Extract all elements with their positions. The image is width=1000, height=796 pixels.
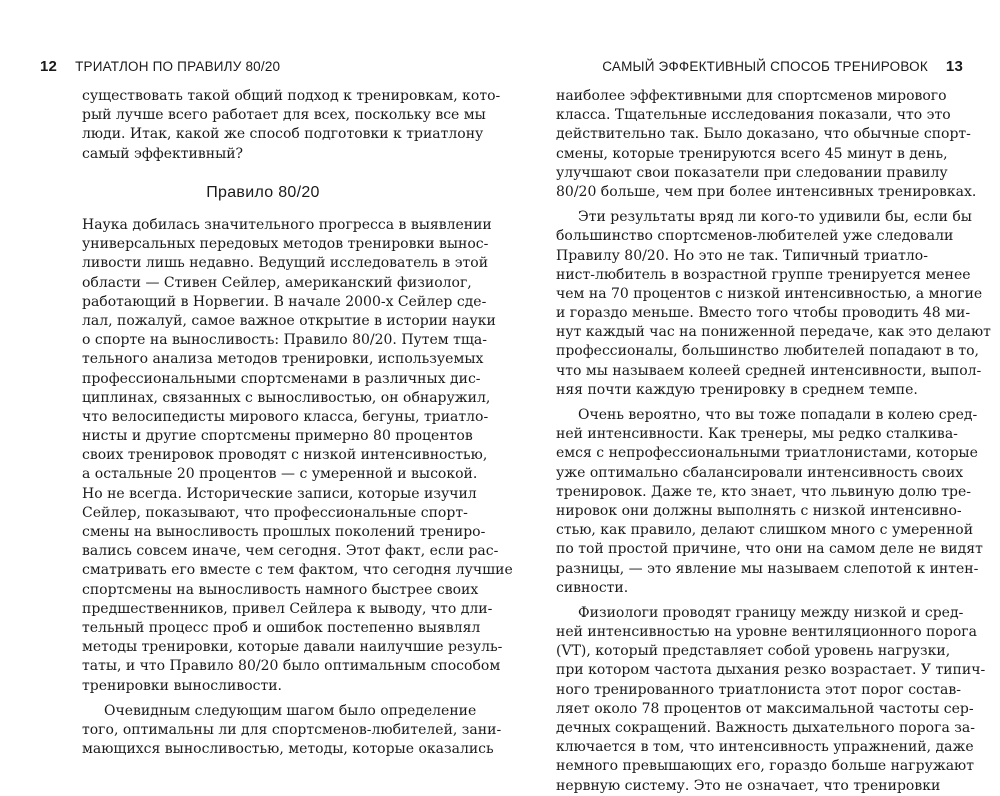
left-body-text [82,216,513,759]
right-page-number: 13 [945,58,963,75]
text-line: мающихся выносливостью, методы, которые оказались [82,741,494,758]
text-line: немного превышающих его, гораздо больше нагружают [556,758,974,775]
text-line: таты, и что Правило 80/20 было оптимальным способом [82,658,501,675]
text-line: действительно так. Было доказано, что обычные спорт- [556,126,971,143]
paragraph [556,87,977,202]
text-line: нут каждый час на пониженной передаче, как это делают [556,324,991,341]
text-line: лал, пожалуй, самое важное открытие в истории науки [82,312,496,329]
text-line: спортсмены на выносливость намного быстрее своих [82,581,479,598]
left-running-head [40,58,280,75]
right-body-text [556,87,991,796]
text-line: о спорте на выносливость: Правило 80/20. Путем тща- [82,332,487,349]
text-line: нервную систему. Это не означает, что тренировки [556,777,941,794]
text-line: класса. Тщательные исследования показали, что это [556,107,951,124]
paragraph [556,406,983,598]
text-line: улучшают свои показатели при следовании правилу [556,164,948,181]
text-line: методы тренировки, которые давали наилучшие резуль- [82,639,503,656]
text-line: и гораздо меньше. Вместо того чтобы проводить 48 ми- [556,305,971,322]
text-line: ней интенсивности. Как тренеры, мы редко сталкива- [556,426,958,443]
text-line: сматривать его вместе с тем фактом, что сегодня лучшие [82,562,513,579]
text-line: чем на 70 процентов с низкой интенсивностью, а многие [556,285,983,302]
text-line: смены, которые тренируются всего 45 минут в день, [556,145,948,162]
left-page-number: 12 [40,58,58,75]
text-line: рый лучше всего работает для всех, поскольку все мы [82,107,486,124]
text-line: а остальные 20 процентов — с умеренной и высокой. [82,466,478,483]
text-line: Физиологи проводят границу между низкой и сред- [578,604,964,621]
text-line: циплинах, связанных с выносливостью, он обнаружил, [82,389,491,406]
text-line: 80/20 больше, чем при более интенсивных тренировках. [556,183,977,200]
text-line: что велосипедисты мирового класса, бегуны, триатло- [82,408,489,425]
text-line: наиболее эффективными для спортсменов мирового [556,88,947,104]
text-line: ней интенсивностью на уровне вентиляционного порога [556,624,977,641]
text-line: тренировок. Даже те, кто знает, что львиную долю тре- [556,483,972,500]
text-line: Очень вероятно, что вы тоже попадали в колею сред- [578,407,978,423]
right-running-head-title: САМЫЙ ЭФФЕКТИВНЫЙ СПОСОБ ТРЕНИРОВОК [602,59,928,74]
text-line: люди. Итак, какой же способ подготовки к триатлону [82,126,484,143]
text-line: своих тренировок проводят с низкой интенсивностью, [82,447,488,464]
section-heading: Правило 80/20 [206,184,320,201]
text-line: смены на выносливость прошлых поколений трениро- [82,524,486,540]
left-intro-text [82,87,501,164]
paragraph [82,216,513,696]
text-line: тренировки выносливости. [82,677,282,694]
paragraph [82,702,502,760]
text-line: универсальных передовых методов тренировки вынос- [82,236,489,253]
text-line: профессионалы, большинство любителей попадают в то, [556,343,979,360]
text-line: при котором частота дыхания резко возрастает. У типич- [556,662,986,679]
text-line: вались совсем иначе, чем сегодня. Этот факт, если рас- [82,543,499,560]
text-line: ляет около 78 процентов от максимальной частоты сер- [556,700,974,717]
text-line: ного тренированного триатлониста этот порог состав- [556,681,962,698]
text-line: нисты и другие спортсмены примерно 80 процентов [82,428,473,445]
text-line: самый эффективный? [82,145,244,162]
text-line: того, оптимальны ли для спортсменов-любителей, зани- [82,721,502,738]
text-line: что мы называем колеей средней интенсивности, выпол- [556,362,982,379]
text-line: работающий в Норвегии. В начале 2000-х Сейлер сде- [82,293,487,310]
right-running-head [602,58,963,75]
text-line: предшественников, привел Сейлера к выводу, что дли- [82,600,493,617]
text-line: разницы, — это явление мы называем слепотой к интен- [556,560,979,577]
text-line: няя почти каждую тренировку в среднем темпе. [556,381,918,398]
text-line: нировок они должны выполнять с низкой интенсивно- [556,502,962,519]
text-line: уже оптимально сбалансировали интенсивность своих [556,464,964,481]
paragraph [556,208,991,400]
text-line: (VT), который представляет собой уровень нагрузки, [556,643,951,660]
text-line: Сейлер, показывают, что профессиональные спорт- [82,504,468,521]
text-line: по той простой причине, что они на самом деле не видят [556,541,983,558]
text-line: существовать такой общий подход к тренировкам, кото- [82,88,501,104]
text-line: Очевидным следующим шагом было определение [104,702,477,719]
right-page [500,0,1000,794]
text-line: Эти результаты вряд ли кого-то удивили бы, если бы [578,209,972,226]
paragraph [556,604,986,796]
text-line: профессиональными спортсменами в различных дис- [82,370,481,387]
text-line: тельного анализа методов тренировки, используемых [82,351,484,368]
text-line: большинство спортсменов-любителей уже следовали [556,228,954,245]
text-line: ключается в том, что интенсивность упражнений, даже [556,739,974,756]
text-line: Правилу 80/20. Но это не так. Типичный триатло- [556,247,928,264]
left-running-head-title: ТРИАТЛОН ПО ПРАВИЛУ 80/20 [75,59,281,74]
text-line: дечных сокращений. Важность дыхательного порога за- [556,720,975,736]
text-line: тельный процесс проб и ошибок постепенно выявлял [82,619,481,636]
text-line: стью, как правило, делают слишком много с умеренной [556,522,974,539]
text-line: Но не всегда. Исторические записи, которые изучил [82,485,477,502]
text-line: Наука добилась значительного прогресса в выявлении [82,217,492,233]
text-line: ливости лишь недавно. Ведущий исследователь в этой [82,255,489,272]
text-line: сивности. [556,579,629,596]
text-line: нист-любитель в возрастной группе тренируется менее [556,266,971,283]
text-line: емся с непрофессиональными триатлонистами, которые [556,445,978,462]
text-line: области — Стивен Сейлер, американский физиолог, [82,274,472,291]
